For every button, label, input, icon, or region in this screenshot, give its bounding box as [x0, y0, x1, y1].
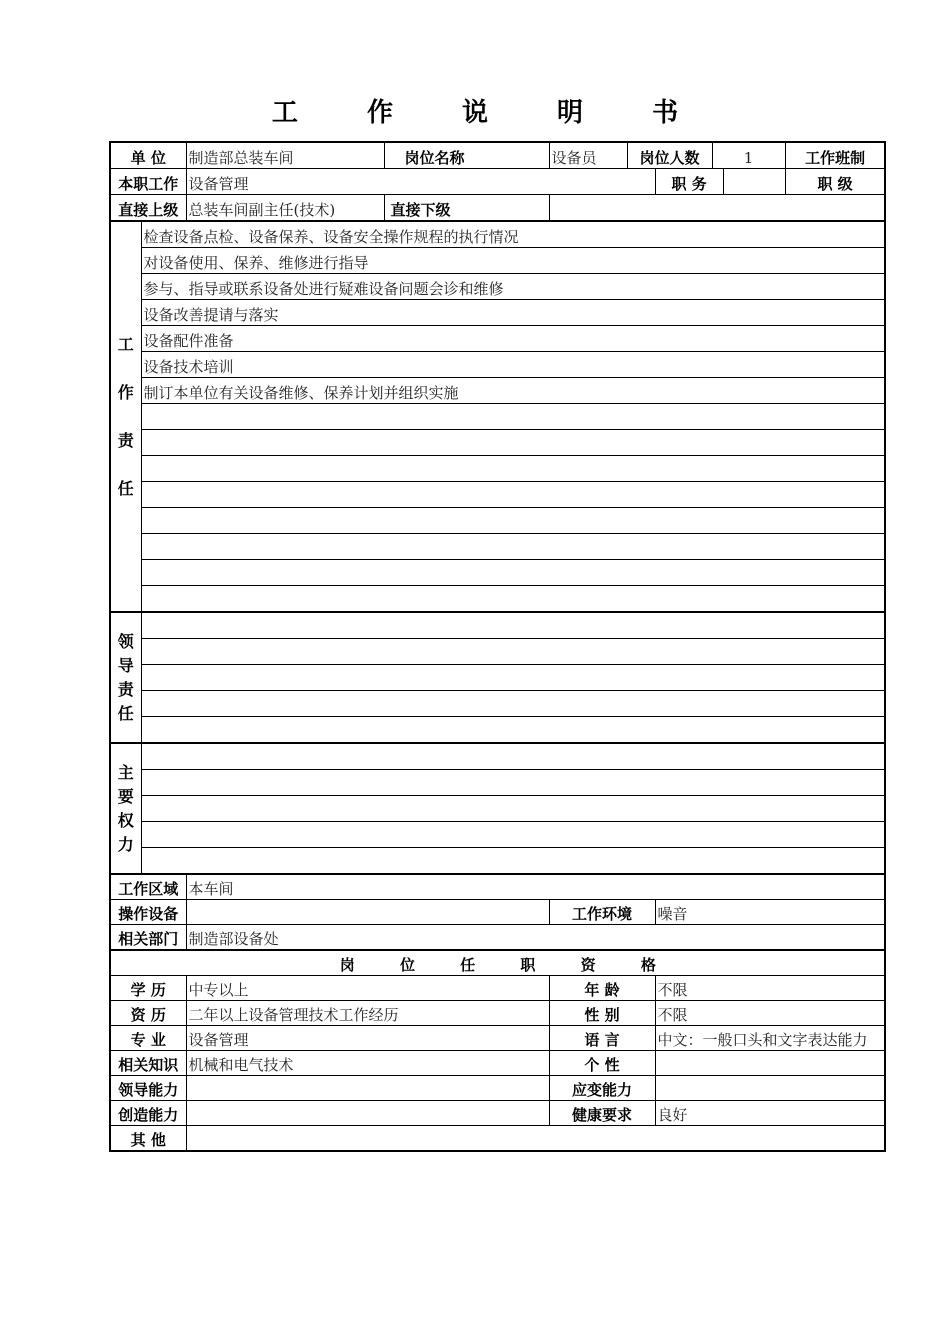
position-name-label: 岗位名称	[384, 142, 549, 169]
headcount-value: 1	[712, 142, 785, 169]
qualification-row	[110, 1051, 885, 1076]
responsibility-row	[110, 248, 885, 274]
leadership-row	[110, 717, 885, 744]
responsibility-row	[110, 456, 885, 482]
authority-item	[141, 796, 885, 822]
qualification-value	[655, 1076, 885, 1101]
other-row	[110, 1126, 885, 1152]
authority-label-char: 权	[117, 810, 134, 830]
equipment-label: 操作设备	[110, 900, 186, 925]
headcount-label: 岗位人数	[627, 142, 712, 169]
leadership-item	[141, 691, 885, 717]
leadership-label-char: 领	[117, 631, 134, 651]
responsibility-row	[110, 378, 885, 404]
responsibility-row	[110, 560, 885, 586]
leadership-item	[141, 665, 885, 691]
responsibility-row	[110, 430, 885, 456]
responsibility-item	[141, 404, 885, 430]
authority-item	[141, 848, 885, 875]
qualification-label: 性 别	[549, 1001, 655, 1026]
leadership-label-char: 任	[117, 703, 134, 723]
authority-row	[110, 743, 885, 770]
job-description-table	[109, 141, 886, 1152]
qualification-label: 年 龄	[549, 976, 655, 1001]
qualification-row	[110, 1101, 885, 1126]
dept-label: 相关部门	[110, 925, 186, 951]
authority-label-char: 主	[117, 762, 134, 782]
authority-row	[110, 822, 885, 848]
qualification-row	[110, 1076, 885, 1101]
responsibility-label-char: 工	[117, 334, 134, 354]
responsibility-item	[141, 586, 885, 613]
leadership-row	[110, 691, 885, 717]
env-label: 工作环境	[549, 900, 655, 925]
responsibility-item: 设备改善提请与落实	[141, 300, 885, 326]
responsibility-item: 设备配件准备	[141, 326, 885, 352]
leadership-item	[141, 717, 885, 744]
qualification-value: 中文：一般口头和文字表达能力	[655, 1026, 885, 1051]
qualifications-section	[110, 976, 885, 1126]
qualification-label: 语 言	[549, 1026, 655, 1051]
responsibility-label-char: 任	[117, 478, 134, 498]
qualification-value: 二年以上设备管理技术工作经历	[186, 1001, 549, 1026]
responsibility-label-char: 作	[117, 382, 134, 402]
core-work-label: 本职工作	[110, 169, 186, 195]
unit-label: 单 位	[110, 142, 186, 169]
responsibility-row	[110, 482, 885, 508]
subordinate-label: 直接下级	[384, 195, 549, 222]
shift-label: 工作班制	[785, 142, 885, 169]
authority-label	[110, 743, 141, 874]
qualification-label: 资 历	[110, 1001, 186, 1026]
qualification-label: 专 业	[110, 1026, 186, 1051]
header-row-3	[110, 195, 885, 222]
authority-row	[110, 848, 885, 875]
qualifications-title: 岗 位 任 职 资 格	[110, 950, 885, 976]
authority-item	[141, 822, 885, 848]
leadership-label-char: 责	[117, 679, 134, 699]
responsibility-row	[110, 404, 885, 430]
area-label: 工作区域	[110, 874, 186, 900]
leadership-row	[110, 639, 885, 665]
qualification-value: 机械和电气技术	[186, 1051, 549, 1076]
dept-row	[110, 925, 885, 951]
responsibility-item	[141, 534, 885, 560]
unit-value: 制造部总装车间	[186, 142, 384, 169]
duty-label: 职 务	[655, 169, 723, 195]
qualification-value	[186, 1076, 549, 1101]
dept-value: 制造部设备处	[186, 925, 885, 951]
qualification-value	[655, 1051, 885, 1076]
authority-item	[141, 743, 885, 770]
qualification-label: 相关知识	[110, 1051, 186, 1076]
leadership-item	[141, 612, 885, 639]
responsibility-item	[141, 430, 885, 456]
qualification-value: 良好	[655, 1101, 885, 1126]
responsibility-item: 对设备使用、保养、维修进行指导	[141, 248, 885, 274]
qualification-value: 中专以上	[186, 976, 549, 1001]
qualification-label: 健康要求	[549, 1101, 655, 1126]
responsibility-row	[110, 274, 885, 300]
authority-row	[110, 770, 885, 796]
qualification-label: 学 历	[110, 976, 186, 1001]
superior-value: 总装车间副主任(技术)	[186, 195, 384, 222]
env-value: 噪音	[655, 900, 885, 925]
superior-label: 直接上级	[110, 195, 186, 222]
grade-label: 职 级	[785, 169, 885, 195]
leadership-label-char: 导	[117, 655, 134, 675]
other-label: 其 他	[110, 1126, 186, 1152]
responsibility-label	[110, 221, 141, 612]
responsibility-item: 设备技术培训	[141, 352, 885, 378]
qualification-label: 个 性	[549, 1051, 655, 1076]
leadership-row	[110, 612, 885, 639]
duty-value	[723, 169, 785, 195]
responsibility-item	[141, 560, 885, 586]
responsibility-row	[110, 586, 885, 613]
responsibility-item: 检查设备点检、设备保养、设备安全操作规程的执行情况	[141, 221, 885, 248]
leadership-label	[110, 612, 141, 743]
position-name-value: 设备员	[549, 142, 627, 169]
authority-section	[110, 743, 885, 874]
responsibility-row	[110, 221, 885, 248]
authority-row	[110, 796, 885, 822]
equipment-row	[110, 900, 885, 925]
leadership-row	[110, 665, 885, 691]
authority-label-char: 力	[117, 834, 134, 854]
qualification-value: 设备管理	[186, 1026, 549, 1051]
core-work-value: 设备管理	[186, 169, 655, 195]
area-row	[110, 874, 885, 900]
qualification-label: 领导能力	[110, 1076, 186, 1101]
qualification-label: 创造能力	[110, 1101, 186, 1126]
qualification-value: 不限	[655, 976, 885, 1001]
leadership-section	[110, 612, 885, 743]
responsibility-row	[110, 326, 885, 352]
header-row-1	[110, 142, 885, 169]
responsibility-row	[110, 508, 885, 534]
responsibility-row	[110, 352, 885, 378]
responsibility-item: 参与、指导或联系设备处进行疑难设备问题会诊和维修	[141, 274, 885, 300]
responsibility-row	[110, 534, 885, 560]
responsibilities-section	[110, 221, 885, 612]
authority-item	[141, 770, 885, 796]
header-row-2	[110, 169, 885, 195]
qualification-row	[110, 1001, 885, 1026]
area-value: 本车间	[186, 874, 885, 900]
qualification-value: 不限	[655, 1001, 885, 1026]
qualification-row	[110, 1026, 885, 1051]
leadership-item	[141, 639, 885, 665]
authority-label-char: 要	[117, 786, 134, 806]
responsibility-item	[141, 482, 885, 508]
qualifications-title-row	[110, 950, 885, 976]
responsibility-row	[110, 300, 885, 326]
page-title: 工 作 说 明 书	[271, 98, 709, 128]
qualification-label: 应变能力	[549, 1076, 655, 1101]
responsibility-item	[141, 508, 885, 534]
responsibility-item	[141, 456, 885, 482]
other-value	[186, 1126, 885, 1152]
responsibility-label-char: 责	[117, 430, 134, 450]
subordinate-value	[549, 195, 885, 222]
qualification-row	[110, 976, 885, 1001]
qualification-value	[186, 1101, 549, 1126]
responsibility-item: 制订本单位有关设备维修、保养计划并组织实施	[141, 378, 885, 404]
equipment-value	[186, 900, 549, 925]
